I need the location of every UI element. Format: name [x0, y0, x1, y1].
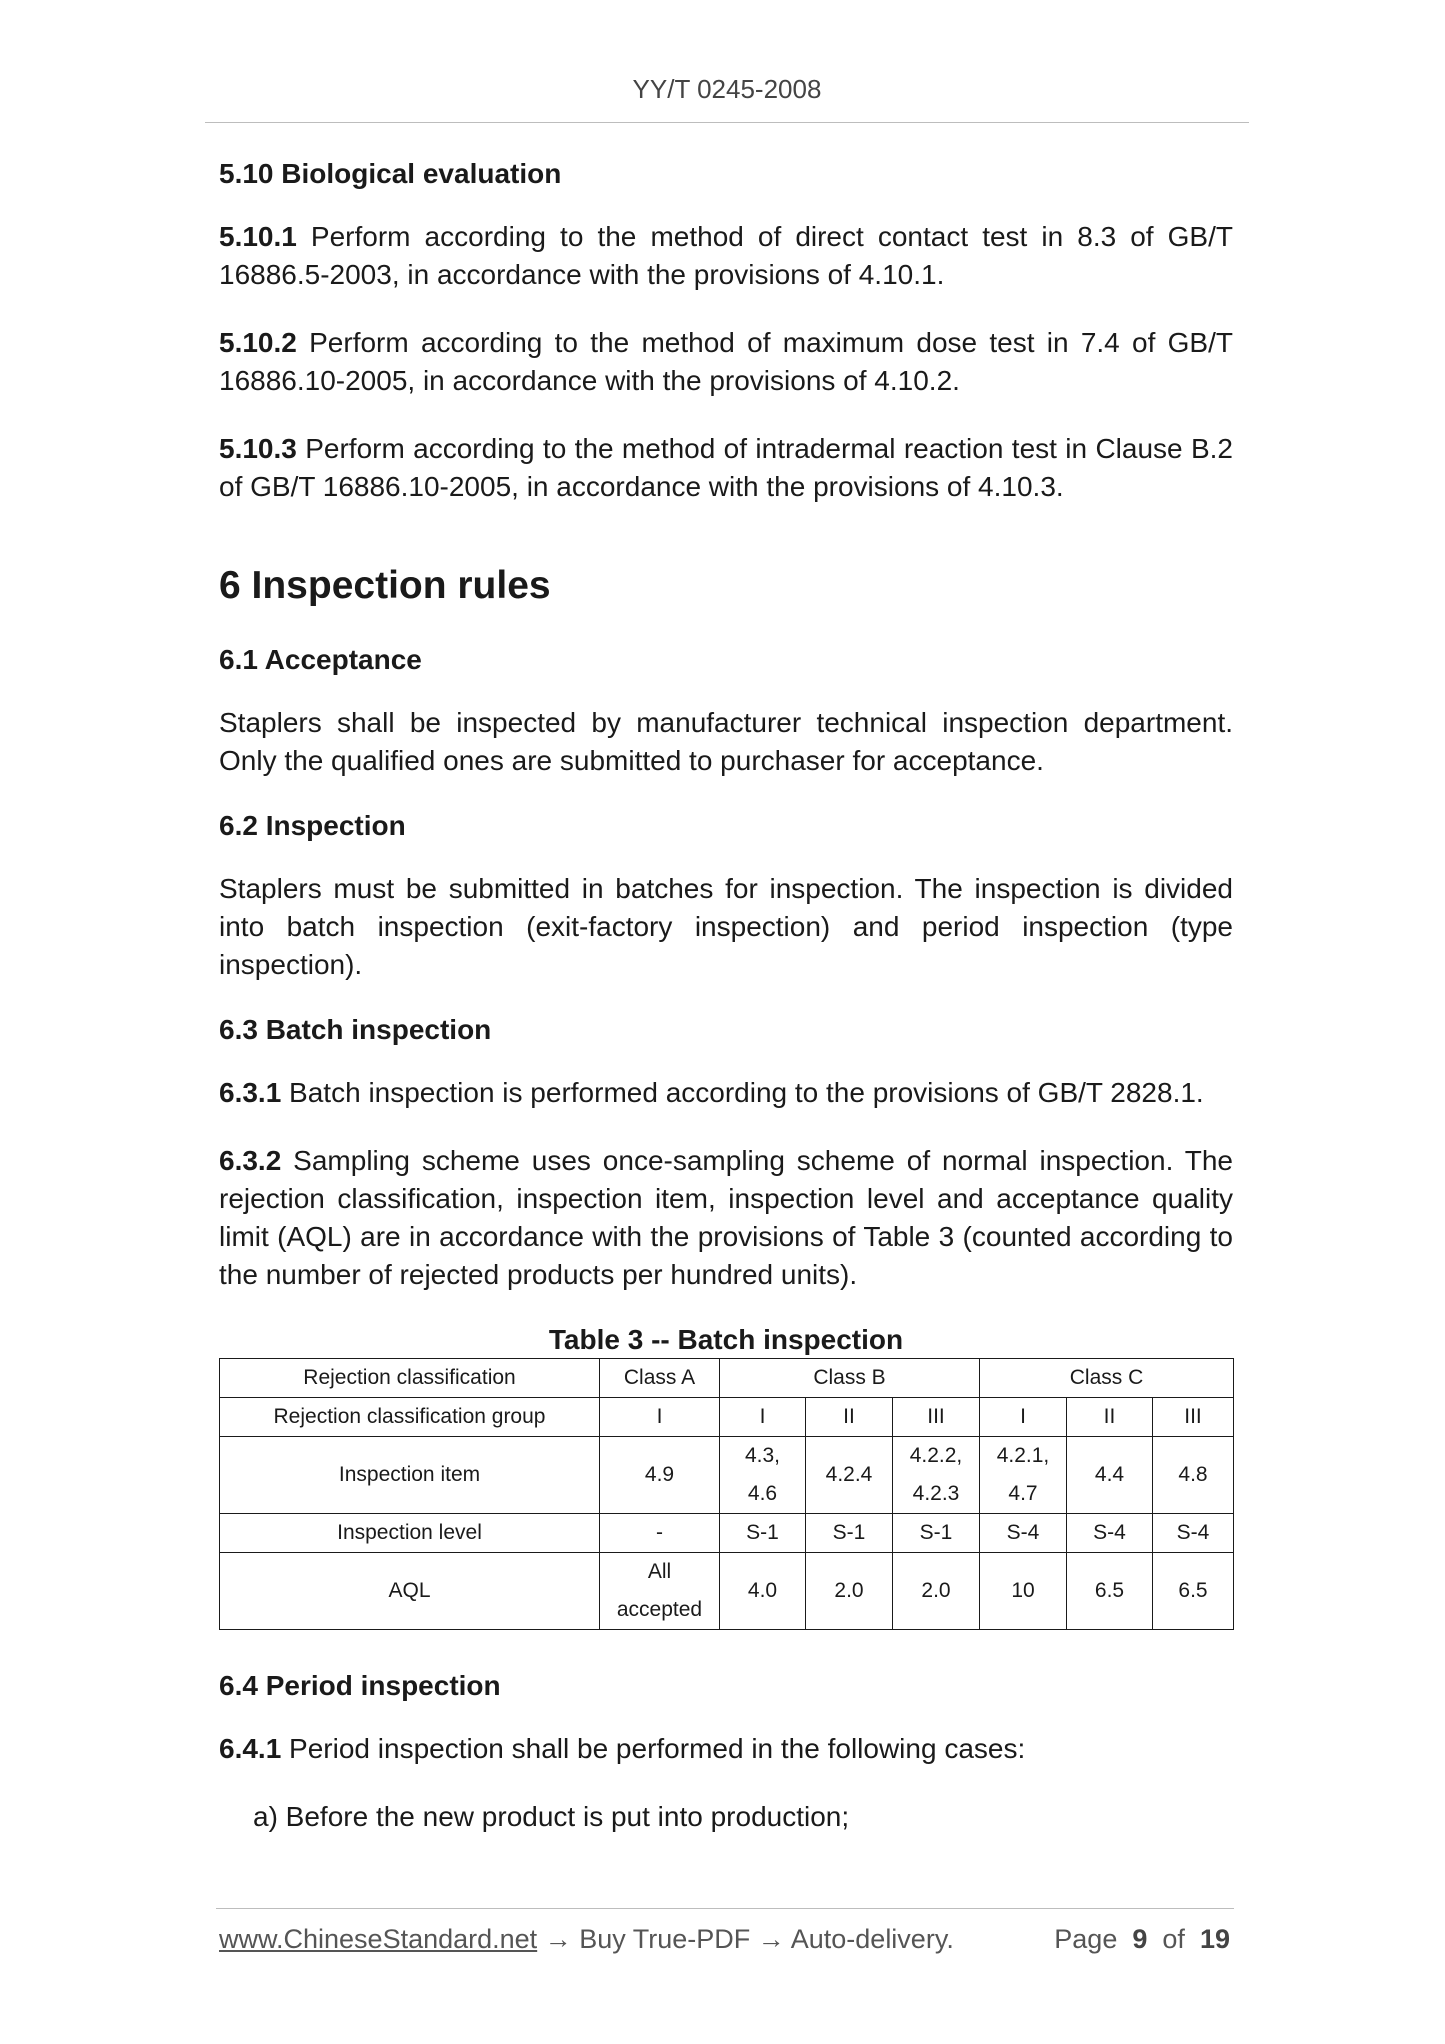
table-row	[220, 1514, 1234, 1553]
table-cell: S-4	[1067, 1514, 1153, 1553]
table-row	[220, 1553, 1234, 1630]
cell-line: 4.2.1,	[996, 1444, 1050, 1467]
table-cell: II	[1067, 1398, 1153, 1437]
table-cell: Rejection classification group	[220, 1398, 600, 1437]
table-caption: Table 3 -- Batch inspection	[548, 1324, 904, 1355]
section-heading-6-3: 6.3 Batch inspection	[219, 1014, 492, 1045]
table-cell: Inspection item	[220, 1437, 600, 1514]
cell-line: 4.2.2,	[909, 1444, 963, 1467]
page-footer	[219, 1924, 1233, 1955]
cell-line: 4.6	[747, 1482, 778, 1505]
table-cell: 4.4	[1067, 1437, 1153, 1514]
clause-number: 6.3.1	[219, 1077, 282, 1108]
paragraph-5-10-2	[219, 324, 1233, 400]
table-cell: Class C	[980, 1359, 1234, 1398]
table-cell	[893, 1437, 980, 1514]
section-heading-6-4: 6.4 Period inspection	[219, 1670, 501, 1701]
table-cell: III	[893, 1398, 980, 1437]
page-indicator	[1054, 1924, 1230, 1955]
table-cell: 4.8	[1153, 1437, 1234, 1514]
clause-number: 6.4.1	[219, 1733, 282, 1764]
table-row	[220, 1398, 1234, 1437]
paragraph-6-2: Staplers must be submitted in batches for inspection. The inspection is divided into batch inspection (exit-factory inspection) and period inspection (type inspection).	[219, 873, 1233, 980]
clause-text: Perform according to the method of intradermal reaction test in Clause B.2 of GB/T 16886.10-2005, in accordance with the provisions of 4.10.3.	[219, 433, 1233, 502]
clause-text: Perform according to the method of direct contact test in 8.3 of GB/T 16886.5-2003, in accordance with the provisions of 4.10.1.	[219, 221, 1233, 290]
section-heading-6-1: 6.1 Acceptance	[219, 644, 422, 675]
of-label: of	[1162, 1924, 1185, 1954]
clause-number: 5.10.2	[219, 327, 297, 358]
table-cell: 4.2.4	[806, 1437, 893, 1514]
section-heading-6-2: 6.2 Inspection	[219, 810, 406, 841]
site-link[interactable]: www.ChineseStandard.net	[219, 1924, 538, 1954]
table-cell: S-1	[893, 1514, 980, 1553]
table-row	[220, 1437, 1234, 1514]
cell-line: All	[647, 1560, 672, 1583]
table-cell	[600, 1553, 720, 1630]
table-cell: Rejection classification	[220, 1359, 600, 1398]
cell-line: 4.3,	[744, 1444, 781, 1467]
footer-tagline: → Buy True-PDF → Auto-delivery.	[537, 1924, 954, 1954]
cell-line: 4.2.3	[912, 1482, 960, 1505]
table-cell: I	[980, 1398, 1067, 1437]
running-header: YY/T 0245-2008	[632, 74, 822, 104]
clause-text: Sampling scheme uses once-sampling scheme of normal inspection. The rejection classification, inspection item, inspection level and acceptance quality limit (AQL) are in accordance with the provisions of Table 3 (counted according to the number of rejected products per hundred units).	[219, 1145, 1233, 1290]
table-row	[220, 1359, 1234, 1398]
table-cell	[720, 1437, 806, 1514]
clause-number: 5.10.3	[219, 433, 297, 464]
batch-inspection-table	[219, 1358, 1234, 1630]
table-cell: Class A	[600, 1359, 720, 1398]
page-number: 9	[1132, 1924, 1148, 1954]
table-cell: S-4	[980, 1514, 1067, 1553]
table-cell: 2.0	[893, 1553, 980, 1630]
table-cell: 2.0	[806, 1553, 893, 1630]
clause-text: Period inspection shall be performed in the following cases:	[281, 1733, 1026, 1764]
page-label: Page	[1054, 1924, 1118, 1954]
table-cell	[980, 1437, 1067, 1514]
clause-number: 5.10.1	[219, 221, 297, 252]
section-heading-5-10: 5.10 Biological evaluation	[219, 158, 562, 189]
table-cell: AQL	[220, 1553, 600, 1630]
page-total: 19	[1199, 1924, 1230, 1954]
table-cell: -	[600, 1514, 720, 1553]
list-item: a) Before the new product is put into production;	[253, 1801, 850, 1832]
paragraph-6-3-1	[219, 1074, 1233, 1112]
table-cell: I	[720, 1398, 806, 1437]
paragraph-6-3-2	[219, 1142, 1233, 1294]
paragraph-6-4-1	[219, 1730, 1233, 1768]
header-divider	[205, 122, 1249, 123]
clause-number: 6.3.2	[219, 1145, 282, 1176]
page-body	[219, 150, 1233, 1836]
table-cell: S-1	[806, 1514, 893, 1553]
table-cell: 10	[980, 1553, 1067, 1630]
paragraph-5-10-3	[219, 430, 1233, 506]
footer-divider	[216, 1908, 1234, 1909]
table-cell: S-1	[720, 1514, 806, 1553]
paragraph-5-10-1	[219, 218, 1233, 294]
table-cell: II	[806, 1398, 893, 1437]
table-cell: 4.0	[720, 1553, 806, 1630]
table-cell: III	[1153, 1398, 1234, 1437]
clause-text: Perform according to the method of maximum dose test in 7.4 of GB/T 16886.10-2005, in accordance with the provisions of 4.10.2.	[219, 327, 1233, 396]
table-cell: 6.5	[1153, 1553, 1234, 1630]
table-cell: S-4	[1153, 1514, 1234, 1553]
table-cell: 6.5	[1067, 1553, 1153, 1630]
table-cell: Inspection level	[220, 1514, 600, 1553]
table-cell: 4.9	[600, 1437, 720, 1514]
paragraph-6-1: Staplers shall be inspected by manufacturer technical inspection department. Only the qualified ones are submitted to purchaser for acceptance.	[219, 707, 1233, 776]
chapter-heading-6: 6 Inspection rules	[219, 564, 551, 607]
clause-text: Batch inspection is performed according to the provisions of GB/T 2828.1.	[281, 1077, 1204, 1108]
cell-line: 4.7	[1008, 1482, 1038, 1505]
table-cell: Class B	[720, 1359, 980, 1398]
table-cell: I	[600, 1398, 720, 1437]
cell-line: accepted	[616, 1598, 703, 1621]
